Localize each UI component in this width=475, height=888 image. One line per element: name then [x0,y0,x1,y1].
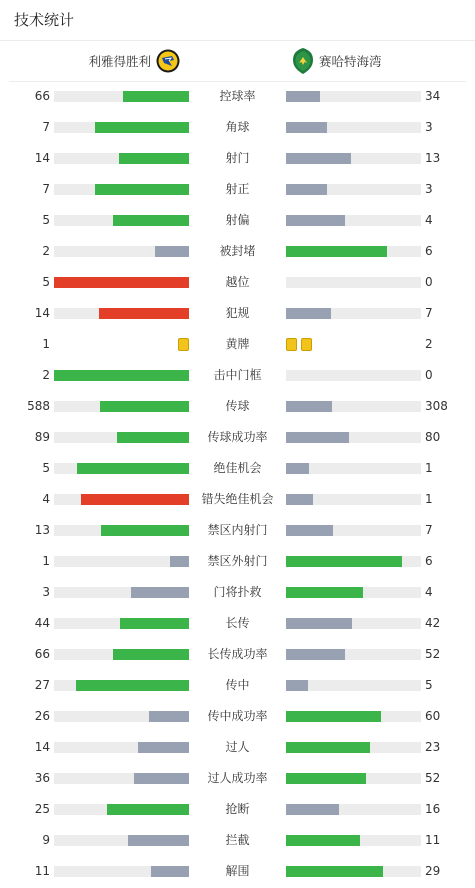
yellow-card-icon [286,338,297,351]
stat-row [0,391,475,422]
away-stat-bar [286,773,421,784]
home-team[interactable] [88,49,180,73]
stat-row [0,360,475,391]
away-team[interactable] [292,48,382,74]
away-stat-bar [286,494,421,505]
away-stat-value: 34 [425,89,441,103]
away-stat-bar [286,370,421,381]
away-stat-bar [286,556,421,567]
stat-row [0,112,475,143]
home-stat-value: 14 [34,151,50,165]
away-stat-bar [286,153,421,164]
stat-label: 禁区外射门 [207,554,268,568]
away-stat-value: 3 [425,120,433,134]
home-stat-value: 11 [34,864,50,878]
away-stat-bar [286,804,421,815]
home-stat-value: 7 [42,182,50,196]
stat-label: 传球成功率 [207,430,268,444]
stat-label: 禁区内射门 [207,523,268,537]
stat-row [0,174,475,205]
page-title: 技术统计 [14,11,75,29]
stat-label: 错失绝佳机会 [201,492,274,506]
away-stat-bar-fill [286,122,327,133]
home-stat-value: 2 [42,368,50,382]
home-stat-value: 4 [42,492,50,506]
home-stat-bar-fill [81,494,189,505]
home-stat-value: 2 [42,244,50,258]
home-stat-bar [54,866,189,877]
home-stat-bar [54,184,189,195]
away-stat-value: 23 [425,740,441,754]
home-stat-bar [54,587,189,598]
stat-row [0,143,475,174]
away-stat-value: 29 [425,864,441,878]
stat-label: 过人 [225,740,250,754]
away-stat-bar-fill [286,246,387,257]
home-yellow-cards [178,338,189,351]
home-stat-bar [54,463,189,474]
home-stat-bar-fill [134,773,189,784]
stat-label: 传中成功率 [207,709,268,723]
home-stat-bar-fill [120,618,189,629]
stat-row [0,732,475,763]
stat-label: 门将扑救 [213,585,262,599]
away-stat-value: 5 [425,678,433,692]
away-stat-bar-fill [286,711,381,722]
stat-label: 犯规 [225,306,250,320]
home-stat-bar-fill [119,153,189,164]
away-stat-bar [286,835,421,846]
stat-label: 传中 [225,678,250,692]
away-stat-bar-fill [286,649,345,660]
home-stat-bar-fill [95,122,190,133]
yellow-card-icon [178,338,189,351]
stat-row [0,205,475,236]
stat-row [0,825,475,856]
away-stat-bar [286,432,421,443]
stat-row [0,484,475,515]
home-stat-bar [54,308,189,319]
away-stat-value: 80 [425,430,441,444]
home-stat-value: 3 [42,585,50,599]
away-stat-bar-fill [286,153,351,164]
away-stat-bar [286,122,421,133]
yellow-card-icon [301,338,312,351]
stat-row [0,453,475,484]
home-stat-bar-fill [95,184,190,195]
home-stat-value: 1 [42,554,50,568]
away-stat-value: 13 [425,151,441,165]
away-stat-bar-fill [286,401,332,412]
away-stat-value: 7 [425,306,433,320]
home-stat-bar-fill [117,432,189,443]
stat-row [0,422,475,453]
home-stat-bar-fill [113,649,189,660]
away-stat-bar-fill [286,680,308,691]
home-stat-bar-fill [107,804,189,815]
away-stat-bar [286,866,421,877]
home-stat-bar [54,122,189,133]
home-stat-bar [54,835,189,846]
stat-row [0,298,475,329]
home-stat-value: 36 [34,771,50,785]
away-stat-bar-fill [286,866,383,877]
home-stat-value: 5 [42,213,50,227]
away-yellow-cards [286,338,312,351]
away-stat-value: 1 [425,492,433,506]
away-stat-bar [286,525,421,536]
home-stat-bar [54,649,189,660]
away-stat-bar-fill [286,804,339,815]
away-stat-bar-fill [286,215,345,226]
away-stat-bar-fill [286,432,349,443]
home-stat-value: 26 [34,709,50,723]
stat-label: 长传 [225,616,250,630]
away-stat-value: 0 [425,368,433,382]
home-stat-bar [54,742,189,753]
home-stat-bar [54,618,189,629]
home-stat-bar [54,556,189,567]
home-stat-value: 89 [34,430,50,444]
home-stat-bar-fill [131,587,189,598]
stat-row [0,236,475,267]
home-stat-bar [54,804,189,815]
home-stat-value: 66 [34,89,50,103]
away-stat-bar-fill [286,587,363,598]
away-stat-bar-fill [286,556,402,567]
stat-label: 击中门框 [213,368,262,382]
away-stat-value: 7 [425,523,433,537]
home-stat-bar [54,215,189,226]
home-stat-value: 5 [42,275,50,289]
home-stat-value: 9 [42,833,50,847]
stat-row [0,856,475,887]
stat-row [0,81,475,112]
home-stat-bar-fill [149,711,190,722]
away-stat-bar [286,587,421,598]
away-stat-bar [286,463,421,474]
away-stat-value: 308 [425,399,448,413]
away-stat-value: 3 [425,182,433,196]
away-stat-value: 4 [425,585,433,599]
home-stat-bar-fill [123,91,189,102]
away-stat-bar-fill [286,525,333,536]
away-stat-bar [286,711,421,722]
away-stat-bar [286,649,421,660]
away-stat-bar-fill [286,773,366,784]
home-stat-bar-fill [77,463,189,474]
stats-header [0,0,475,41]
stat-row [0,515,475,546]
stat-label: 长传成功率 [207,647,268,661]
away-stat-bar [286,184,421,195]
away-stat-bar-fill [286,184,327,195]
stat-row [0,701,475,732]
home-stat-value: 13 [34,523,50,537]
home-stat-bar [54,277,189,288]
home-stat-value: 7 [42,120,50,134]
stat-row [0,608,475,639]
home-stat-bar [54,680,189,691]
away-stat-value: 16 [425,802,441,816]
home-stat-bar-fill [76,680,189,691]
home-stat-bar-fill [170,556,189,567]
home-stat-bar-fill [100,401,189,412]
home-stat-value: 588 [27,399,50,413]
away-stat-value: 0 [425,275,433,289]
stat-row [0,329,475,360]
stat-row [0,763,475,794]
away-stat-value: 6 [425,244,433,258]
al-nassr-crest-icon [156,49,180,73]
away-team-name: 赛哈特海湾 [319,54,382,69]
home-stat-bar-fill [99,308,189,319]
away-stat-bar [286,91,421,102]
stat-row [0,670,475,701]
home-stat-bar [54,432,189,443]
home-stat-value: 14 [34,306,50,320]
home-stat-bar-fill [155,246,189,257]
away-stat-bar-fill [286,91,320,102]
home-stat-bar [54,246,189,257]
away-stat-bar [286,308,421,319]
away-stat-bar-fill [286,494,313,505]
stat-row [0,794,475,825]
away-stat-bar [286,618,421,629]
home-stat-bar [54,401,189,412]
home-stat-value: 44 [34,616,50,630]
home-stat-bar-fill [151,866,189,877]
away-stat-bar [286,680,421,691]
away-stat-bar [286,215,421,226]
away-stat-bar-fill [286,618,352,629]
home-stat-value: 25 [34,802,50,816]
away-stat-value: 2 [425,337,433,351]
home-stat-bar-fill [54,370,189,381]
home-stat-bar-fill [138,742,189,753]
stat-row [0,546,475,577]
stat-label: 被封堵 [219,244,256,258]
stat-label: 解围 [225,864,250,878]
away-stat-bar-fill [286,742,370,753]
home-stat-bar [54,153,189,164]
stat-label: 过人成功率 [207,771,268,785]
home-stat-value: 66 [34,647,50,661]
away-stat-bar [286,277,421,288]
away-stat-bar-fill [286,308,331,319]
away-stat-value: 11 [425,833,441,847]
home-stat-value: 14 [34,740,50,754]
home-stat-bar [54,91,189,102]
stat-label: 传球 [225,399,250,413]
home-stat-value: 5 [42,461,50,475]
stat-label: 抢断 [225,802,250,816]
home-stat-bar-fill [128,835,189,846]
stat-label: 射正 [225,182,250,196]
stat-row [0,577,475,608]
stats-list [0,81,475,887]
away-stat-value: 52 [425,771,441,785]
stat-label: 射门 [225,151,250,165]
teams-bar [9,41,466,82]
away-stat-value: 4 [425,213,433,227]
stat-row [0,639,475,670]
home-stat-bar-fill [113,215,189,226]
home-stat-value: 1 [42,337,50,351]
al-khaleej-crest-icon [292,48,314,74]
stat-label: 绝佳机会 [213,461,262,475]
away-stat-value: 52 [425,647,441,661]
stat-label: 控球率 [219,89,256,103]
away-stat-bar [286,742,421,753]
away-stat-value: 1 [425,461,433,475]
away-stat-bar-fill [286,463,309,474]
stat-label: 射偏 [225,213,250,227]
home-stat-bar-fill [54,277,189,288]
away-stat-value: 42 [425,616,441,630]
stat-label: 越位 [225,275,250,289]
away-stat-value: 60 [425,709,441,723]
home-stat-bar [54,525,189,536]
home-stat-bar [54,494,189,505]
home-stat-value: 27 [34,678,50,692]
stat-row [0,267,475,298]
home-stat-bar [54,773,189,784]
away-stat-value: 6 [425,554,433,568]
home-team-name: 利雅得胜利 [88,54,151,69]
away-stat-bar [286,401,421,412]
home-stat-bar [54,370,189,381]
home-stat-bar-fill [101,525,189,536]
away-stat-bar [286,246,421,257]
stat-label: 拦截 [225,833,250,847]
away-stat-bar-fill [286,835,360,846]
stat-label: 黄牌 [225,337,250,351]
stat-label: 角球 [225,120,250,134]
home-stat-bar [54,711,189,722]
